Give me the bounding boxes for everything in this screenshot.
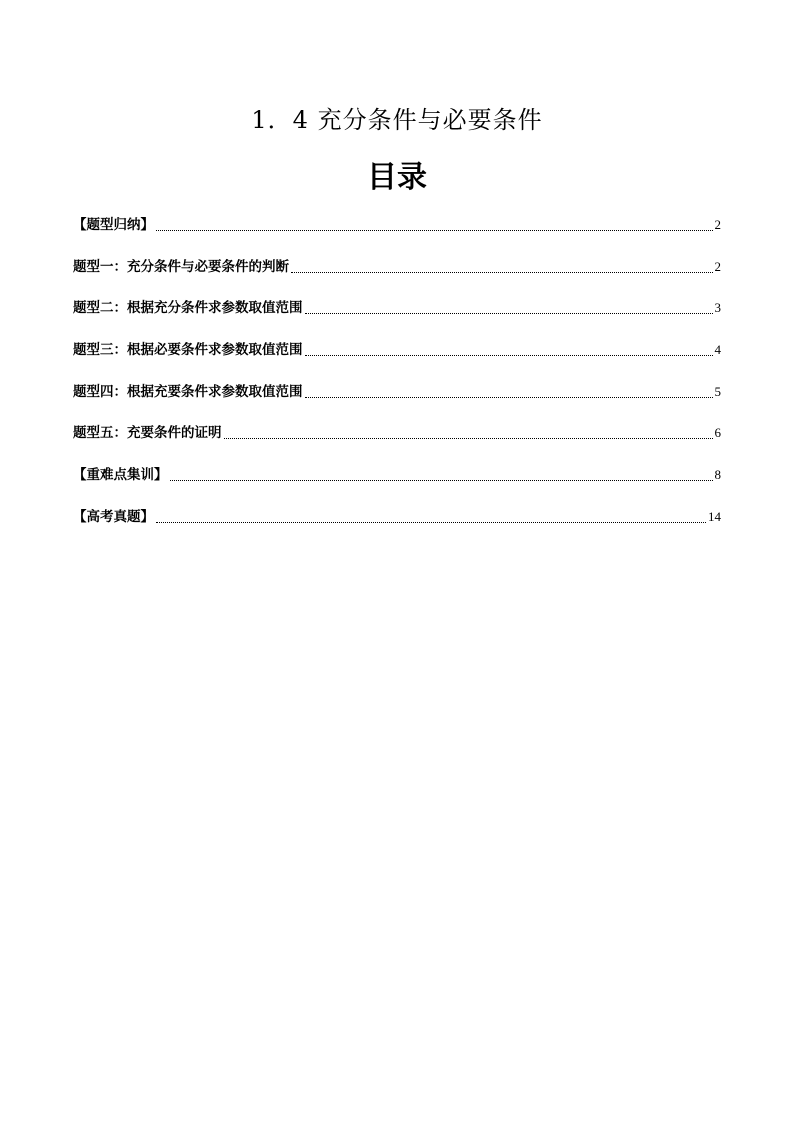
toc-leader-dots	[156, 230, 713, 231]
toc-entry-page: 2	[714, 258, 721, 274]
toc-entry-page: 2	[714, 217, 721, 232]
toc-entry-exam-questions[interactable]	[73, 506, 721, 527]
toc-entry-label: 题型二：根据充分条件求参数取值范围	[73, 300, 303, 317]
toc-entry-page: 14	[708, 508, 721, 524]
toc-entry-label: 【题型归纳】	[73, 217, 154, 233]
toc-leader-dots	[305, 397, 713, 398]
toc-leader-dots	[305, 313, 713, 314]
toc-leader-dots	[291, 272, 713, 273]
toc-entry-type-3[interactable]	[73, 339, 721, 360]
toc-entry-page: 6	[714, 425, 721, 441]
toc-entry-type-5[interactable]	[73, 422, 721, 443]
toc-entry-page: 5	[714, 383, 721, 399]
toc-leader-dots	[305, 355, 713, 356]
toc-entry-page: 4	[714, 342, 721, 358]
toc-entry-type-2[interactable]	[73, 297, 721, 318]
toc-entry-question-types[interactable]	[73, 214, 721, 235]
toc-entry-type-4[interactable]	[73, 381, 721, 402]
toc-entry-label: 【重难点集训】	[73, 467, 168, 484]
toc-heading: 目录	[367, 160, 427, 195]
toc-entry-label: 题型五：充要条件的证明	[73, 425, 222, 442]
table-of-contents	[73, 214, 721, 548]
toc-entry-type-1[interactable]	[73, 256, 721, 277]
toc-leader-dots	[170, 480, 713, 481]
toc-entry-page: 8	[714, 467, 721, 483]
toc-entry-key-difficult-training[interactable]	[73, 464, 721, 485]
toc-entry-label: 题型四：根据充要条件求参数取值范围	[73, 383, 303, 400]
toc-entry-label: 【高考真题】	[73, 508, 154, 525]
toc-entry-label: 题型一：充分条件与必要条件的判断	[73, 258, 289, 275]
toc-leader-dots	[224, 438, 713, 439]
toc-entry-label: 题型三：根据必要条件求参数取值范围	[73, 342, 303, 359]
document-title: 1．4 充分条件与必要条件	[251, 106, 543, 134]
toc-leader-dots	[156, 522, 706, 523]
toc-entry-page: 3	[714, 300, 721, 316]
